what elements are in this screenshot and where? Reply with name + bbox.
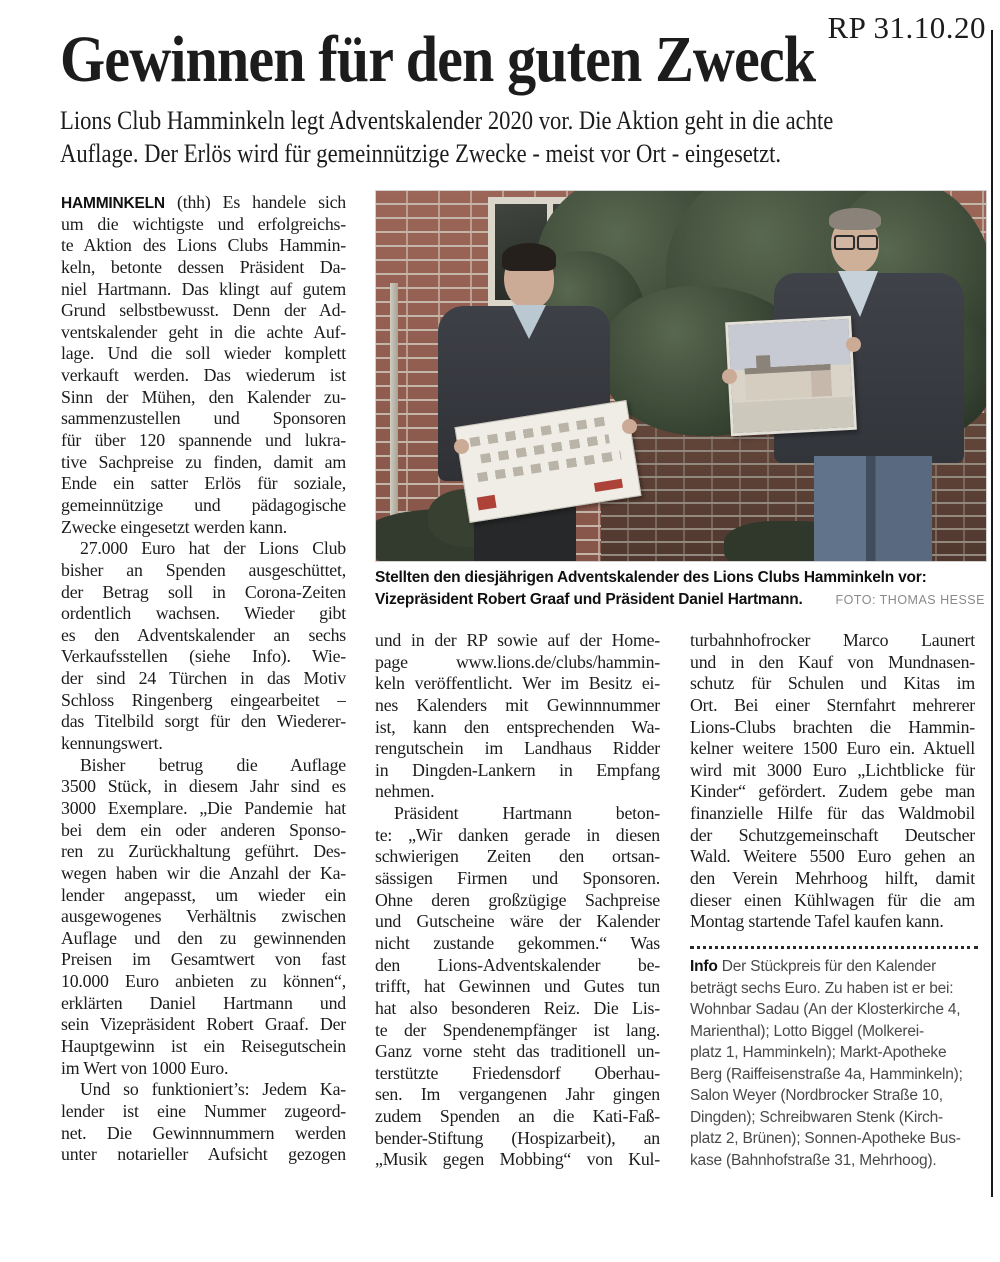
article-line: Wald. Weitere 5500 Euro gehen an: [690, 846, 975, 867]
article-line: Ende ein satter Erlös für soziale,: [61, 473, 346, 494]
article-line: zudem Spenden an die Kati-Faß-: [375, 1106, 660, 1127]
column-rule-right: [991, 30, 993, 1197]
article-line: Auflage und den zu gewinnenden: [61, 927, 346, 948]
article-line: der sind 24 Türchen in das Motiv: [61, 668, 346, 689]
article-line: bender-Stiftung (Hospizarbeit), an: [375, 1127, 660, 1148]
article-line: sässigen Firmen und Sponsoren.: [375, 868, 660, 889]
article-line: dieser einen Kühlwagen für die am: [690, 889, 975, 910]
article-line: und in der RP sowie auf der Home-: [375, 630, 660, 650]
article-line: keln, betonte dessen Präsident Da-: [61, 256, 346, 277]
article-line: keln veröffentlicht. Wer im Besitz ei-: [375, 673, 660, 694]
photo-calendar-right: [725, 316, 857, 436]
article-line: Grund selbstbewusst. Denn der Ad-: [61, 300, 346, 321]
article-line: Zwecke eingesetzt werden kann.: [61, 516, 288, 537]
article-line: page www.lions.de/clubs/hammin-: [375, 651, 660, 672]
photo-caption: [375, 567, 989, 611]
article-line: ausgewogenes Verhältnis zwischen: [61, 906, 346, 927]
article-line: Berg (Raiffeisenstraße 4a, Hamminkeln);: [690, 1065, 963, 1083]
article-line: in Dingden-Lankern in Empfang: [375, 759, 660, 780]
article-line: schwierigen Zeiten den ortsan-: [375, 846, 660, 867]
article-line: Sinn der Mühen, den Kalender zu-: [61, 386, 346, 407]
photo-person-right-jeans: [814, 456, 932, 561]
article-line: und Gutscheine wäre der Kalender: [375, 911, 660, 932]
article-line: te: „Wir danken gerade in diesen: [375, 824, 660, 845]
article-line: nes Kalenders mit Gewinnnummer: [375, 694, 660, 715]
article-headline: Gewinnen für den guten Zweck: [60, 23, 816, 96]
article-subheadline: [60, 104, 833, 170]
article-line: kelner weitere 1500 Euro ein. Aktuell: [690, 738, 975, 759]
article-line: erklärten Daniel Hartmann und: [61, 992, 346, 1013]
article-line: gemeinnützige und pädagogische: [61, 494, 346, 515]
article-photo: [375, 190, 987, 562]
article-line: ist, kann den entsprechenden Wa-: [375, 716, 660, 737]
article-line: te Aktion des Lions Clubs Hammin-: [61, 235, 346, 256]
article-line: und in den Kauf von Mundnasen-: [690, 651, 975, 672]
article-line: Lions-Clubs brachten die Hammin-: [690, 716, 975, 737]
photo-person-right-hair: [829, 208, 881, 230]
article-line: Bisher betrug die Auflage: [80, 754, 346, 775]
article-line: wird mit 3000 Euro „Lichtblicke für: [690, 759, 975, 780]
article-line: te der Spendenempfänger ist lang.: [375, 1019, 660, 1040]
article-column-right: [690, 630, 975, 933]
photo-person-left-hand: [454, 439, 469, 454]
article-line: Marienthal); Lotto Biggel (Molkerei-: [690, 1022, 925, 1040]
article-line: Und so funktioniert’s: Jedem Ka-: [80, 1079, 346, 1100]
article-line: ordentlich wachsen. Wieder gibt: [61, 603, 346, 624]
calendar-castle-tower: [756, 355, 771, 372]
article-column-left: [61, 192, 346, 1166]
article-line: im Wert von 1000 Euro.: [61, 1057, 229, 1078]
article-line: Ganz vorne steht das traditionell un-: [375, 1041, 660, 1062]
article-line: Ort. Bei einer Sternfahrt mehrerer: [690, 694, 975, 715]
article-line: das Titelbild sorgt für den Wiederer-: [61, 711, 346, 732]
article-line: Salon Weyer (Nordbrocker Straße 10,: [690, 1087, 943, 1104]
photo-person-left-hand: [622, 419, 637, 434]
photo-caption-line1: Stellten den diesjährigen Adventskalender des Lions Clubs Hamminkeln vor:: [375, 569, 927, 586]
article-line: der Schutzgemeinschaft Deutscher: [690, 824, 975, 845]
article-line: unter notarieller Aufsicht gezogen: [61, 1144, 346, 1165]
bold-lead: Info: [690, 958, 718, 975]
article-line: bisher an Spenden ausgeschüttet,: [61, 559, 346, 580]
article-column-middle: [375, 630, 660, 1171]
article-line: schutz für Schulen und Kitas im: [690, 673, 975, 694]
article-line: kase (Bahnhofstraße 31, Mehrhoog).: [690, 1151, 937, 1169]
article-line: nehmen.: [375, 781, 435, 802]
masthead-date: RP 31.10.20: [827, 10, 986, 45]
article-line: HAMMINKELN (thh) Es handele sich: [61, 192, 346, 212]
article-line: Dingden); Schreibwaren Stenk (Kirch-: [690, 1108, 943, 1126]
article-line: sein Vizepräsident Robert Graaf. Der: [61, 1014, 346, 1035]
article-line: finanzielle Hilfe für das Waldmobil: [690, 803, 975, 824]
article-line: für über 120 spannende und lukra-: [61, 430, 346, 451]
article-line: ventskalender geht in die achte Auf-: [61, 321, 346, 342]
article-line: terstützte Friedensdorf Oberhau-: [375, 1062, 660, 1083]
article-line: ren zu Zurückhaltung geführt. Des-: [61, 841, 346, 862]
photo-credit: FOTO: THOMAS HESSE: [835, 593, 985, 607]
article-line: den Verein Mehrhoog hilft, damit: [690, 868, 975, 889]
article-line: „Musik gegen Mobbing“ von Kul-: [375, 1149, 660, 1170]
article-line: Präsident Hartmann beton-: [394, 803, 660, 824]
article-line: sen. Im vergangenen Jahr gingen: [375, 1084, 660, 1105]
article-line: den Lions-Adventskalender be-: [375, 954, 660, 975]
article-line: tive Sachpreise zu finden, damit am: [61, 451, 346, 472]
article-line: verkauft werden. Das wiederum ist: [61, 365, 346, 386]
article-line: platz 1, Hamminkeln); Markt-Apotheke: [690, 1044, 947, 1061]
photo-person-right-hand: [722, 369, 737, 384]
article-line: um die wichtigste und erfolgreichs-: [61, 213, 346, 234]
article-line: Wohnbar Sadau (An der Klosterkirche 4,: [690, 1001, 961, 1018]
article-line: 27.000 Euro hat der Lions Club: [80, 538, 346, 559]
article-line: nicht zustande gekommen.“ Was: [375, 932, 660, 953]
article-line: rengutschein im Landhaus Ridder: [375, 738, 660, 759]
article-line: net. Die Gewinnnummern werden: [61, 1122, 346, 1143]
article-line: lender angepasst, um wieder ein: [61, 884, 346, 905]
article-line: platz 2, Brünen); Sonnen-Apotheke Bus-: [690, 1130, 961, 1147]
article-line: Verkaufsstellen (siehe Info). Wie-: [61, 646, 346, 667]
article-line: Schloss Ringenberg eingearbeitet –: [61, 689, 346, 710]
article-line: Kinder“ gefördert. Zudem gebe man: [690, 781, 975, 802]
article-line: bei dem ein oder anderen Sponso-: [61, 819, 346, 840]
info-box: [690, 946, 978, 1171]
photo-person-left-hair: [502, 243, 556, 271]
article-line: 3500 Stück, in diesem Jahr sind es: [61, 776, 346, 797]
photo-caption-line2: Vizepräsident Robert Graaf und Präsident Daniel Hartmann.: [375, 591, 803, 608]
article-line: beträgt sechs Euro. Zu haben ist er bei:: [690, 979, 954, 997]
article-line: Preisen im Gesamtwert von fast: [61, 949, 346, 970]
article-line: es den Adventskalender an sechs: [61, 624, 346, 645]
photo-person-right-glasses: [857, 235, 878, 250]
article-line: wegen haben wir die Anzahl der Ka-: [61, 862, 346, 883]
article-line: Info Der Stückpreis für den Kalender: [690, 958, 937, 975]
calendar-red-logo: [594, 479, 623, 492]
bold-lead: HAMMINKELN: [61, 195, 165, 212]
calendar-red-logo: [477, 495, 497, 511]
article-line: Ohne deren großzügige Sachpreise: [375, 889, 660, 910]
text-line: Lions Club Hamminkeln legt Adventskalender 2020 vor. Die Aktion geht in die achte: [60, 106, 834, 135]
article-line: lender ist eine Nummer zugeord-: [61, 1100, 346, 1121]
article-line: trifft, hat Gewinnen und Gutes tun: [375, 976, 660, 997]
article-line: der Betrag soll in Corona-Zeiten: [61, 581, 346, 602]
info-box-text: [690, 956, 978, 1171]
article-line: lage. Und die soll wieder komplett: [61, 343, 346, 364]
text-line: Auflage. Der Erlös wird für gemeinnützige Zwecke - meist vor Ort - eingesetzt.: [60, 139, 782, 168]
article-line: 3000 Exemplare. „Die Pandemie hat: [61, 797, 346, 818]
article-line: sammenzustellen und Sponsoren: [61, 408, 346, 429]
article-line: 10.000 Euro anbieten zu können“,: [61, 971, 346, 992]
article-line: turbahnhofrocker Marco Launert: [690, 630, 975, 650]
photo-person-right-glasses: [834, 235, 855, 250]
article-line: Montag startende Tafel kaufen kann.: [690, 911, 944, 932]
article-line: hat also besonderen Reiz. Die Lis-: [375, 997, 660, 1018]
photo-person-right-hand: [846, 337, 861, 352]
article-line: niel Hartmann. Das klingt auf gutem: [61, 278, 346, 299]
article-line: kennungswert.: [61, 733, 163, 754]
article-line: Hauptgewinn ist ein Reisegutschein: [61, 1035, 346, 1056]
